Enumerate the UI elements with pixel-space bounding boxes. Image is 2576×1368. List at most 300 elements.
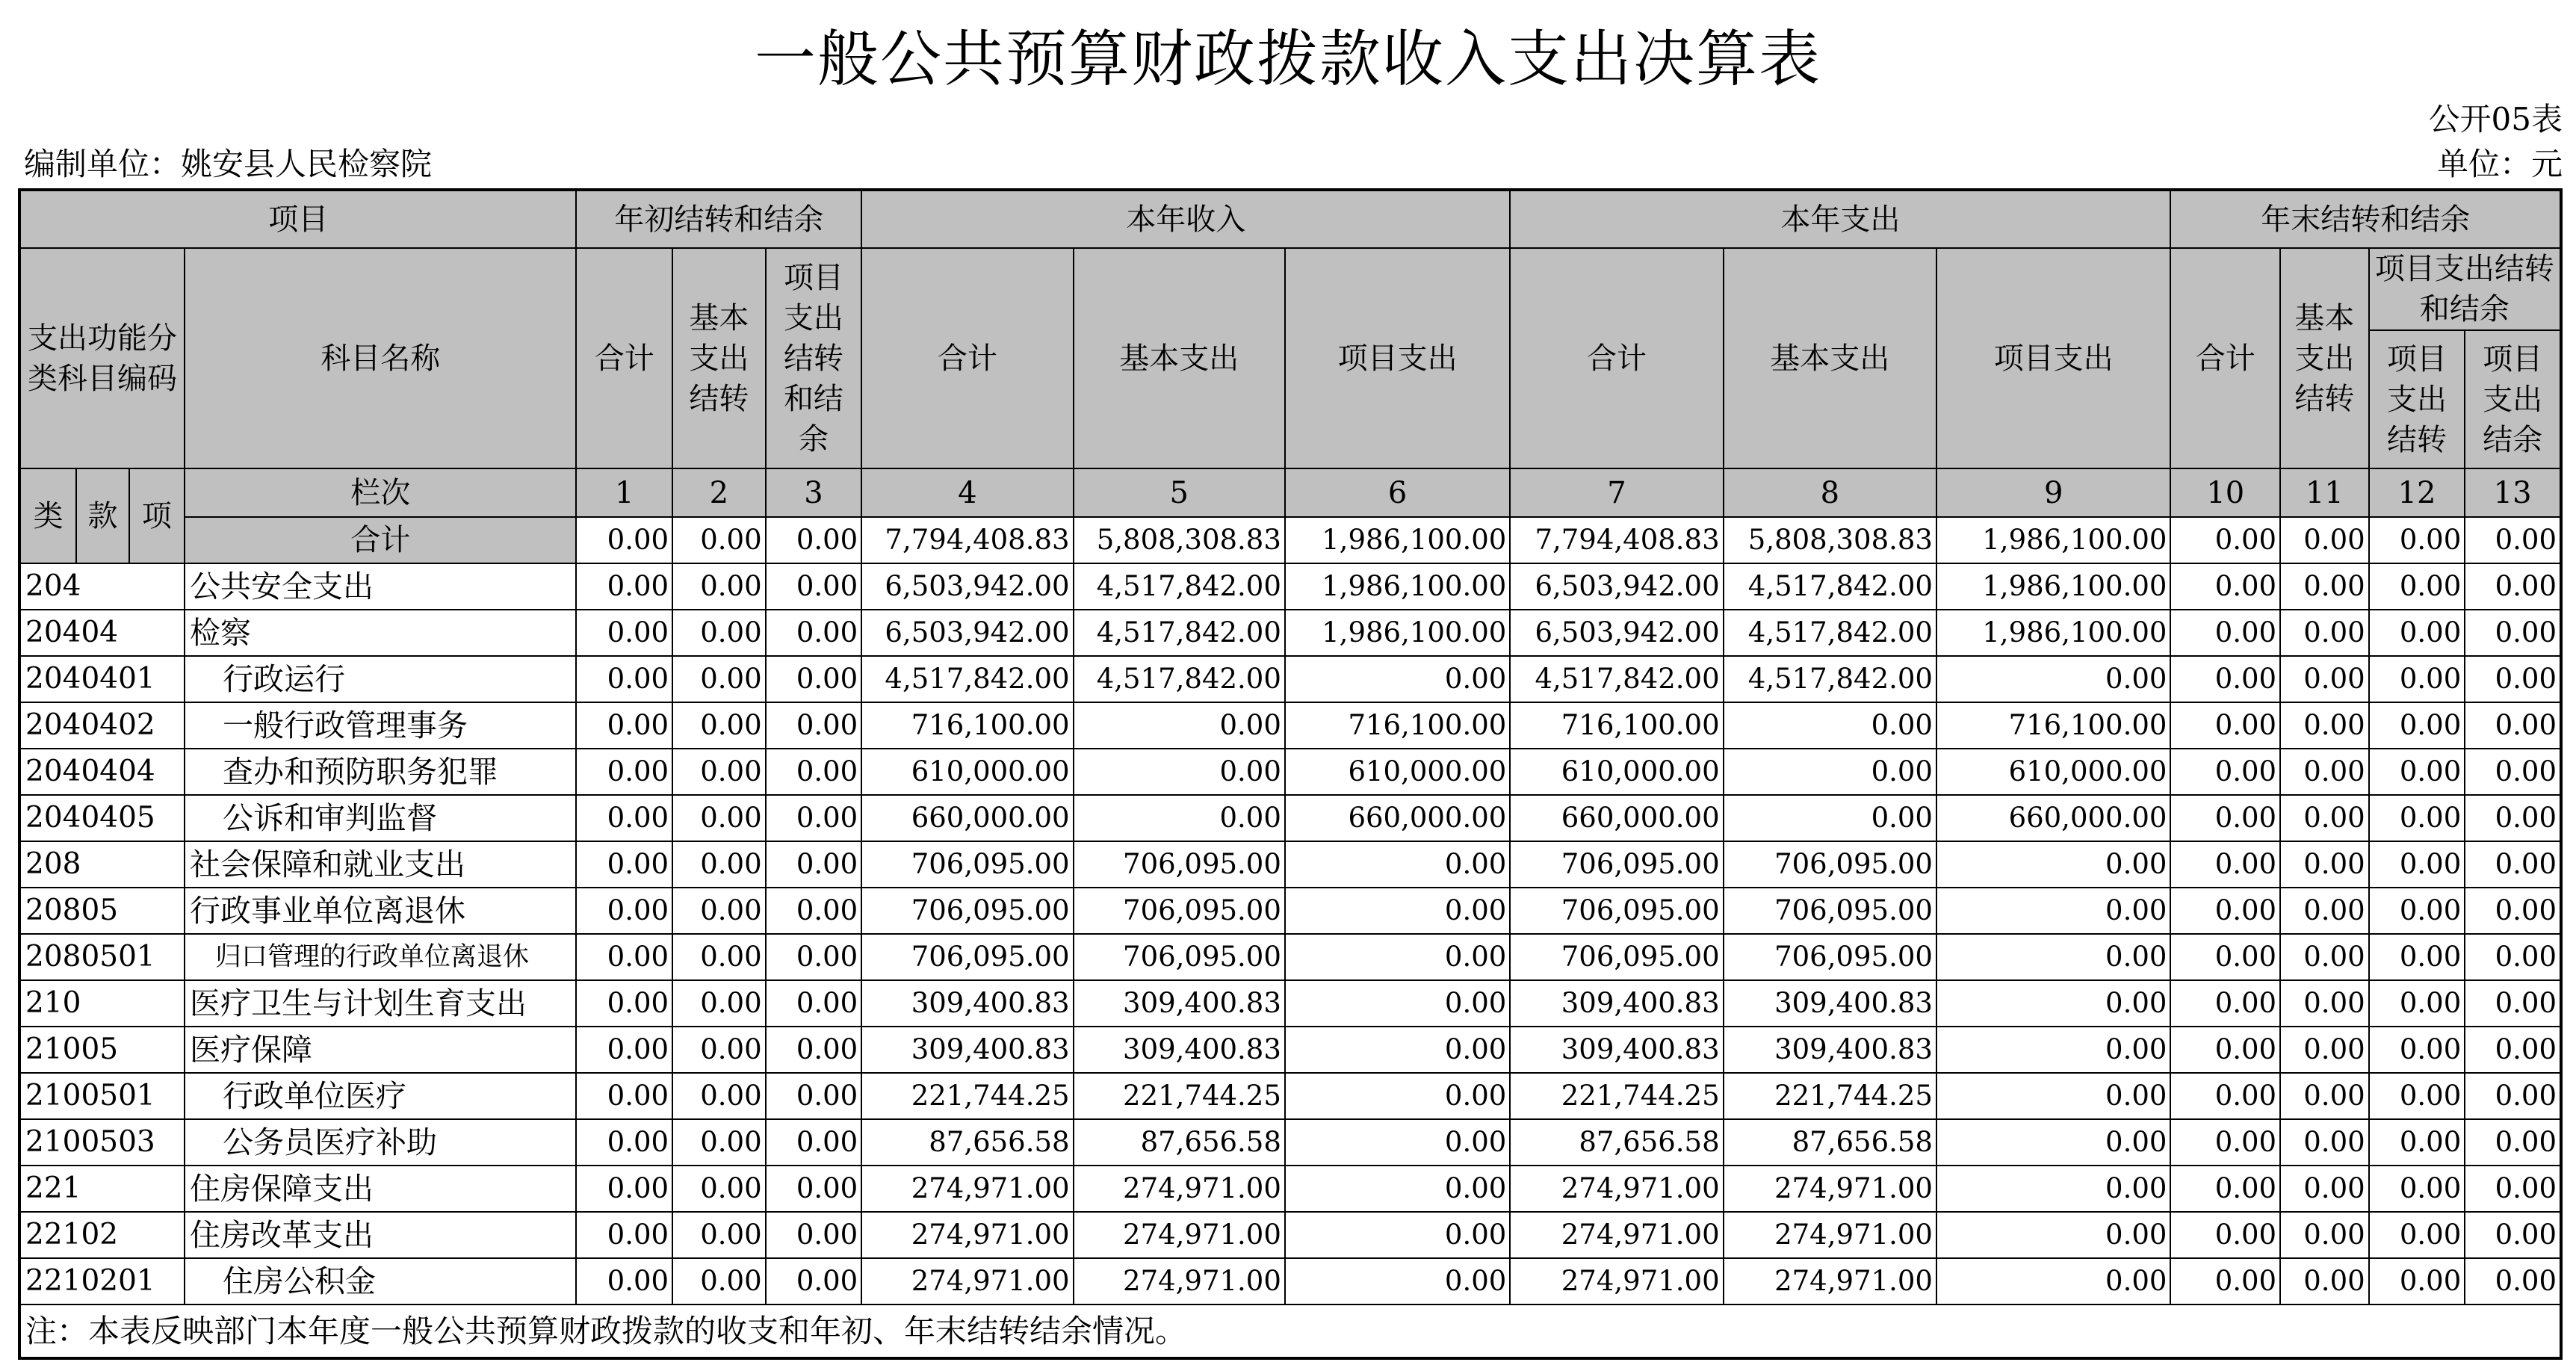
amount-cell: 0.00 xyxy=(2280,934,2369,980)
amount-cell: 0.00 xyxy=(2369,1027,2465,1073)
total-cell: 0.00 xyxy=(2280,517,2369,563)
subject-code: 2040404 xyxy=(19,749,185,795)
amount-cell: 0.00 xyxy=(1936,656,2170,702)
amount-cell: 0.00 xyxy=(766,795,862,841)
amount-cell: 0.00 xyxy=(766,1166,862,1212)
amount-cell: 660,000.00 xyxy=(1285,795,1510,841)
subject-name: 公共安全支出 xyxy=(185,563,576,610)
header-kuan: 款 xyxy=(76,468,129,563)
subject-code: 2210201 xyxy=(19,1258,185,1304)
amount-cell: 0.00 xyxy=(2170,610,2280,656)
amount-cell: 610,000.00 xyxy=(1285,749,1510,795)
header-c5-basic: 基本支出 xyxy=(1074,248,1285,468)
subject-code: 204 xyxy=(19,563,185,610)
amount-cell: 274,971.00 xyxy=(1510,1212,1723,1258)
amount-cell: 0.00 xyxy=(1936,841,2170,888)
table-row xyxy=(19,841,2561,888)
header-c10-total: 合计 xyxy=(2170,248,2280,468)
amount-cell: 0.00 xyxy=(2369,934,2465,980)
header-end-balance: 年末结转和结余 xyxy=(2170,190,2561,248)
header-c9-project: 项目支出 xyxy=(1936,248,2170,468)
amount-cell: 0.00 xyxy=(2465,841,2561,888)
amount-cell: 716,100.00 xyxy=(1936,702,2170,749)
amount-cell: 274,971.00 xyxy=(861,1212,1073,1258)
amount-cell: 0.00 xyxy=(1936,1119,2170,1166)
amount-cell: 660,000.00 xyxy=(861,795,1073,841)
amount-cell: 0.00 xyxy=(1724,749,1936,795)
amount-cell: 0.00 xyxy=(1936,1212,2170,1258)
header-c4-total: 合计 xyxy=(861,248,1073,468)
amount-cell: 0.00 xyxy=(672,1166,766,1212)
subject-code: 2100503 xyxy=(19,1119,185,1166)
amount-cell: 0.00 xyxy=(1074,795,1285,841)
amount-cell: 0.00 xyxy=(766,841,862,888)
amount-cell: 0.00 xyxy=(576,1258,672,1304)
amount-cell: 274,971.00 xyxy=(1510,1258,1723,1304)
total-cell: 1,986,100.00 xyxy=(1285,517,1510,563)
amount-cell: 0.00 xyxy=(2170,1166,2280,1212)
amount-cell: 0.00 xyxy=(2280,749,2369,795)
col-number: 3 xyxy=(766,468,862,517)
amount-cell: 0.00 xyxy=(2369,1119,2465,1166)
amount-cell: 0.00 xyxy=(2280,888,2369,934)
amount-cell: 0.00 xyxy=(1285,841,1510,888)
amount-cell: 706,095.00 xyxy=(861,934,1073,980)
amount-cell: 0.00 xyxy=(2280,795,2369,841)
header-xiang: 项 xyxy=(129,468,185,563)
amount-cell: 0.00 xyxy=(2280,563,2369,610)
amount-cell: 610,000.00 xyxy=(861,749,1073,795)
amount-cell: 0.00 xyxy=(2170,749,2280,795)
amount-cell: 716,100.00 xyxy=(861,702,1073,749)
amount-cell: 706,095.00 xyxy=(1724,888,1936,934)
amount-cell: 0.00 xyxy=(576,980,672,1027)
subject-code: 2040401 xyxy=(19,656,185,702)
table-row xyxy=(19,749,2561,795)
amount-cell: 87,656.58 xyxy=(1510,1119,1723,1166)
table-row xyxy=(19,934,2561,980)
amount-cell: 4,517,842.00 xyxy=(1724,563,1936,610)
amount-cell: 274,971.00 xyxy=(1074,1212,1285,1258)
amount-cell: 309,400.83 xyxy=(1074,980,1285,1027)
table-row xyxy=(19,1166,2561,1212)
amount-cell: 0.00 xyxy=(2465,1073,2561,1119)
table-row xyxy=(19,1027,2561,1073)
amount-cell: 0.00 xyxy=(2170,563,2280,610)
amount-cell: 0.00 xyxy=(1285,1119,1510,1166)
amount-cell: 0.00 xyxy=(766,610,862,656)
subject-name: 医疗保障 xyxy=(185,1027,576,1073)
amount-cell: 0.00 xyxy=(576,1073,672,1119)
amount-cell: 0.00 xyxy=(576,1027,672,1073)
amount-cell: 0.00 xyxy=(2369,980,2465,1027)
amount-cell: 0.00 xyxy=(2280,702,2369,749)
col-number: 9 xyxy=(1936,468,2170,517)
total-cell: 7,794,408.83 xyxy=(861,517,1073,563)
amount-cell: 0.00 xyxy=(766,1073,862,1119)
amount-cell: 0.00 xyxy=(2170,1027,2280,1073)
subject-code: 2100501 xyxy=(19,1073,185,1119)
total-cell: 0.00 xyxy=(2369,517,2465,563)
amount-cell: 0.00 xyxy=(672,749,766,795)
amount-cell: 309,400.83 xyxy=(1074,1027,1285,1073)
amount-cell: 4,517,842.00 xyxy=(1510,656,1723,702)
header-c13-project-surplus: 项目支出结余 xyxy=(2465,330,2561,468)
subject-code: 20805 xyxy=(19,888,185,934)
amount-cell: 0.00 xyxy=(2280,841,2369,888)
header-c12-project-carry: 项目支出结转 xyxy=(2369,330,2465,468)
amount-cell: 0.00 xyxy=(766,1258,862,1304)
amount-cell: 0.00 xyxy=(2280,980,2369,1027)
amount-cell: 274,971.00 xyxy=(1724,1258,1936,1304)
amount-cell: 0.00 xyxy=(1936,888,2170,934)
table-row xyxy=(19,980,2561,1027)
amount-cell: 0.00 xyxy=(2369,888,2465,934)
subject-code: 221 xyxy=(19,1166,185,1212)
currency-unit: 单位：元 xyxy=(2436,146,2563,182)
amount-cell: 0.00 xyxy=(2280,656,2369,702)
subject-name: 归口管理的行政单位离退休 xyxy=(185,934,576,980)
header-expense: 本年支出 xyxy=(1510,190,2170,248)
header-c2-basic-carry: 基本支出结转 xyxy=(672,248,766,468)
amount-cell: 274,971.00 xyxy=(1724,1166,1936,1212)
total-cell: 0.00 xyxy=(2170,517,2280,563)
amount-cell: 0.00 xyxy=(766,888,862,934)
amount-cell: 0.00 xyxy=(1936,980,2170,1027)
amount-cell: 0.00 xyxy=(576,841,672,888)
amount-cell: 0.00 xyxy=(1285,1258,1510,1304)
amount-cell: 0.00 xyxy=(2170,656,2280,702)
amount-cell: 0.00 xyxy=(576,1212,672,1258)
amount-cell: 309,400.83 xyxy=(1510,980,1723,1027)
amount-cell: 6,503,942.00 xyxy=(861,563,1073,610)
amount-cell: 0.00 xyxy=(1936,1258,2170,1304)
amount-cell: 0.00 xyxy=(766,749,862,795)
amount-cell: 221,744.25 xyxy=(1074,1073,1285,1119)
amount-cell: 0.00 xyxy=(576,656,672,702)
subject-name: 住房保障支出 xyxy=(185,1166,576,1212)
amount-cell: 0.00 xyxy=(2280,1027,2369,1073)
header-c3-project-carry: 项目支出结转和结余 xyxy=(766,248,862,468)
subject-code: 21005 xyxy=(19,1027,185,1073)
header-c11-basic-carry: 基本支出结转 xyxy=(2280,248,2369,468)
amount-cell: 0.00 xyxy=(2465,563,2561,610)
amount-cell: 0.00 xyxy=(672,841,766,888)
subject-code: 2080501 xyxy=(19,934,185,980)
amount-cell: 4,517,842.00 xyxy=(1724,610,1936,656)
amount-cell: 0.00 xyxy=(2369,749,2465,795)
amount-cell: 0.00 xyxy=(672,1258,766,1304)
table-row xyxy=(19,1119,2561,1166)
amount-cell: 706,095.00 xyxy=(1510,841,1723,888)
amount-cell: 0.00 xyxy=(1724,702,1936,749)
amount-cell: 706,095.00 xyxy=(861,841,1073,888)
amount-cell: 0.00 xyxy=(2465,702,2561,749)
amount-cell: 309,400.83 xyxy=(861,1027,1073,1073)
subject-name: 行政运行 xyxy=(185,656,576,702)
amount-cell: 4,517,842.00 xyxy=(1724,656,1936,702)
total-cell: 0.00 xyxy=(576,517,672,563)
amount-cell: 0.00 xyxy=(2465,1212,2561,1258)
amount-cell: 0.00 xyxy=(2465,980,2561,1027)
amount-cell: 4,517,842.00 xyxy=(1074,563,1285,610)
amount-cell: 0.00 xyxy=(576,610,672,656)
amount-cell: 660,000.00 xyxy=(1936,795,2170,841)
table-note: 注：本表反映部门本年度一般公共预算财政拨款的收支和年初、年末结转结余情况。 xyxy=(19,1304,2561,1358)
amount-cell: 274,971.00 xyxy=(1074,1258,1285,1304)
amount-cell: 0.00 xyxy=(576,1119,672,1166)
amount-cell: 610,000.00 xyxy=(1936,749,2170,795)
header-project-group: 项目支出结转和结余 xyxy=(2369,248,2561,330)
amount-cell: 0.00 xyxy=(2369,795,2465,841)
total-cell: 5,808,308.83 xyxy=(1724,517,1936,563)
col-number: 1 xyxy=(576,468,672,517)
amount-cell: 610,000.00 xyxy=(1510,749,1723,795)
header-lei: 类 xyxy=(19,468,76,563)
col-number: 12 xyxy=(2369,468,2465,517)
col-number: 2 xyxy=(672,468,766,517)
amount-cell: 0.00 xyxy=(2465,610,2561,656)
amount-cell: 221,744.25 xyxy=(1510,1073,1723,1119)
amount-cell: 0.00 xyxy=(2369,1258,2465,1304)
amount-cell: 0.00 xyxy=(672,563,766,610)
amount-cell: 0.00 xyxy=(2280,1166,2369,1212)
amount-cell: 0.00 xyxy=(672,888,766,934)
amount-cell: 6,503,942.00 xyxy=(1510,563,1723,610)
amount-cell: 0.00 xyxy=(2170,980,2280,1027)
total-cell: 0.00 xyxy=(766,517,862,563)
amount-cell: 0.00 xyxy=(2170,702,2280,749)
amount-cell: 274,971.00 xyxy=(1074,1166,1285,1212)
amount-cell: 0.00 xyxy=(2170,934,2280,980)
subject-name: 检察 xyxy=(185,610,576,656)
amount-cell: 0.00 xyxy=(672,702,766,749)
amount-cell: 0.00 xyxy=(672,1073,766,1119)
table-row xyxy=(19,795,2561,841)
amount-cell: 0.00 xyxy=(2465,1258,2561,1304)
amount-cell: 0.00 xyxy=(1936,1166,2170,1212)
table-row xyxy=(19,563,2561,610)
amount-cell: 0.00 xyxy=(766,1027,862,1073)
amount-cell: 0.00 xyxy=(2465,656,2561,702)
amount-cell: 0.00 xyxy=(2280,1119,2369,1166)
amount-cell: 0.00 xyxy=(1285,656,1510,702)
amount-cell: 706,095.00 xyxy=(1724,841,1936,888)
header-c8-basic: 基本支出 xyxy=(1724,248,1936,468)
amount-cell: 660,000.00 xyxy=(1510,795,1723,841)
amount-cell: 0.00 xyxy=(672,656,766,702)
amount-cell: 0.00 xyxy=(2280,610,2369,656)
amount-cell: 0.00 xyxy=(2170,1258,2280,1304)
amount-cell: 0.00 xyxy=(2465,1119,2561,1166)
amount-cell: 0.00 xyxy=(1936,1073,2170,1119)
amount-cell: 0.00 xyxy=(576,1166,672,1212)
final-accounts-table xyxy=(18,188,2563,1360)
total-cell: 5,808,308.83 xyxy=(1074,517,1285,563)
compiling-unit: 编制单位：姚安县人民检察院 xyxy=(24,146,433,182)
amount-cell: 0.00 xyxy=(2465,934,2561,980)
amount-cell: 4,517,842.00 xyxy=(1074,610,1285,656)
header-c7-total: 合计 xyxy=(1510,248,1723,468)
amount-cell: 0.00 xyxy=(2465,749,2561,795)
amount-cell: 706,095.00 xyxy=(1510,934,1723,980)
col-number: 10 xyxy=(2170,468,2280,517)
amount-cell: 706,095.00 xyxy=(1074,934,1285,980)
total-cell: 0.00 xyxy=(2465,517,2561,563)
header-c1-total: 合计 xyxy=(576,248,672,468)
amount-cell: 0.00 xyxy=(1074,702,1285,749)
amount-cell: 87,656.58 xyxy=(1074,1119,1285,1166)
amount-cell: 1,986,100.00 xyxy=(1936,610,2170,656)
header-begin-balance: 年初结转和结余 xyxy=(576,190,861,248)
amount-cell: 274,971.00 xyxy=(861,1258,1073,1304)
amount-cell: 0.00 xyxy=(2369,610,2465,656)
subject-name: 查办和预防职务犯罪 xyxy=(185,749,576,795)
col-number: 11 xyxy=(2280,468,2369,517)
amount-cell: 0.00 xyxy=(2170,1073,2280,1119)
amount-cell: 0.00 xyxy=(576,749,672,795)
form-number: 公开05表 xyxy=(2428,101,2563,137)
amount-cell: 0.00 xyxy=(766,656,862,702)
table-row xyxy=(19,702,2561,749)
amount-cell: 0.00 xyxy=(672,1119,766,1166)
amount-cell: 0.00 xyxy=(1074,749,1285,795)
amount-cell: 0.00 xyxy=(2170,795,2280,841)
amount-cell: 0.00 xyxy=(2170,1212,2280,1258)
amount-cell: 0.00 xyxy=(1285,980,1510,1027)
amount-cell: 716,100.00 xyxy=(1510,702,1723,749)
amount-cell: 706,095.00 xyxy=(1510,888,1723,934)
amount-cell: 706,095.00 xyxy=(1074,888,1285,934)
amount-cell: 0.00 xyxy=(2369,1212,2465,1258)
header-income: 本年收入 xyxy=(861,190,1510,248)
amount-cell: 0.00 xyxy=(766,563,862,610)
amount-cell: 706,095.00 xyxy=(861,888,1073,934)
amount-cell: 4,517,842.00 xyxy=(1074,656,1285,702)
subject-code: 20404 xyxy=(19,610,185,656)
amount-cell: 0.00 xyxy=(1285,1212,1510,1258)
subject-name: 医疗卫生与计划生育支出 xyxy=(185,980,576,1027)
subject-name: 行政事业单位离退休 xyxy=(185,888,576,934)
total-cell: 1,986,100.00 xyxy=(1936,517,2170,563)
col-number: 7 xyxy=(1510,468,1723,517)
amount-cell: 0.00 xyxy=(2280,1073,2369,1119)
col-number: 5 xyxy=(1074,468,1285,517)
total-cell: 0.00 xyxy=(672,517,766,563)
amount-cell: 221,744.25 xyxy=(861,1073,1073,1119)
amount-cell: 0.00 xyxy=(1285,934,1510,980)
total-label: 合计 xyxy=(185,517,576,563)
amount-cell: 0.00 xyxy=(672,934,766,980)
amount-cell: 0.00 xyxy=(672,1212,766,1258)
header-lanci: 栏次 xyxy=(185,468,576,517)
subject-code: 210 xyxy=(19,980,185,1027)
amount-cell: 0.00 xyxy=(2465,888,2561,934)
amount-cell: 0.00 xyxy=(672,795,766,841)
amount-cell: 0.00 xyxy=(576,888,672,934)
amount-cell: 0.00 xyxy=(2369,563,2465,610)
amount-cell: 0.00 xyxy=(1285,1027,1510,1073)
subject-code: 2040402 xyxy=(19,702,185,749)
col-number: 13 xyxy=(2465,468,2561,517)
subject-name: 公务员医疗补助 xyxy=(185,1119,576,1166)
amount-cell: 1,986,100.00 xyxy=(1936,563,2170,610)
header-func-code: 支出功能分类科目编码 xyxy=(19,248,185,468)
amount-cell: 0.00 xyxy=(2369,656,2465,702)
header-c6-project: 项目支出 xyxy=(1285,248,1510,468)
amount-cell: 1,986,100.00 xyxy=(1285,610,1510,656)
amount-cell: 6,503,942.00 xyxy=(861,610,1073,656)
amount-cell: 87,656.58 xyxy=(1724,1119,1936,1166)
amount-cell: 0.00 xyxy=(1936,934,2170,980)
subject-code: 22102 xyxy=(19,1212,185,1258)
subject-name: 公诉和审判监督 xyxy=(185,795,576,841)
subject-name: 住房公积金 xyxy=(185,1258,576,1304)
amount-cell: 6,503,942.00 xyxy=(1510,610,1723,656)
col-number: 8 xyxy=(1724,468,1936,517)
header-item: 项目 xyxy=(19,190,576,248)
amount-cell: 0.00 xyxy=(672,980,766,1027)
table-row xyxy=(19,888,2561,934)
amount-cell: 0.00 xyxy=(2280,1212,2369,1258)
amount-cell: 0.00 xyxy=(2369,702,2465,749)
amount-cell: 0.00 xyxy=(2369,1073,2465,1119)
amount-cell: 0.00 xyxy=(2465,1027,2561,1073)
amount-cell: 4,517,842.00 xyxy=(861,656,1073,702)
amount-cell: 0.00 xyxy=(2369,1166,2465,1212)
amount-cell: 0.00 xyxy=(576,563,672,610)
total-cell: 7,794,408.83 xyxy=(1510,517,1723,563)
amount-cell: 274,971.00 xyxy=(1510,1166,1723,1212)
table-row xyxy=(19,1212,2561,1258)
amount-cell: 309,400.83 xyxy=(1510,1027,1723,1073)
amount-cell: 0.00 xyxy=(576,934,672,980)
subject-code: 2040405 xyxy=(19,795,185,841)
amount-cell: 706,095.00 xyxy=(1724,934,1936,980)
amount-cell: 0.00 xyxy=(2369,841,2465,888)
amount-cell: 1,986,100.00 xyxy=(1285,563,1510,610)
total-row xyxy=(19,517,2561,563)
col-number: 4 xyxy=(861,468,1073,517)
amount-cell: 87,656.58 xyxy=(861,1119,1073,1166)
amount-cell: 0.00 xyxy=(766,1119,862,1166)
amount-cell: 0.00 xyxy=(1724,795,1936,841)
amount-cell: 0.00 xyxy=(1285,888,1510,934)
subject-name: 行政单位医疗 xyxy=(185,1073,576,1119)
table-row xyxy=(19,656,2561,702)
amount-cell: 274,971.00 xyxy=(861,1166,1073,1212)
amount-cell: 309,400.83 xyxy=(1724,980,1936,1027)
amount-cell: 0.00 xyxy=(2465,795,2561,841)
amount-cell: 309,400.83 xyxy=(861,980,1073,1027)
amount-cell: 0.00 xyxy=(2280,1258,2369,1304)
subject-code: 208 xyxy=(19,841,185,888)
amount-cell: 221,744.25 xyxy=(1724,1073,1936,1119)
amount-cell: 0.00 xyxy=(672,610,766,656)
subject-name: 住房改革支出 xyxy=(185,1212,576,1258)
amount-cell: 0.00 xyxy=(1285,1166,1510,1212)
col-number: 6 xyxy=(1285,468,1510,517)
table-row xyxy=(19,1073,2561,1119)
amount-cell: 0.00 xyxy=(576,795,672,841)
amount-cell: 0.00 xyxy=(766,1212,862,1258)
amount-cell: 0.00 xyxy=(1936,1027,2170,1073)
amount-cell: 0.00 xyxy=(2170,888,2280,934)
table-row xyxy=(19,1258,2561,1304)
subject-name: 一般行政管理事务 xyxy=(185,702,576,749)
amount-cell: 0.00 xyxy=(766,980,862,1027)
amount-cell: 0.00 xyxy=(766,702,862,749)
